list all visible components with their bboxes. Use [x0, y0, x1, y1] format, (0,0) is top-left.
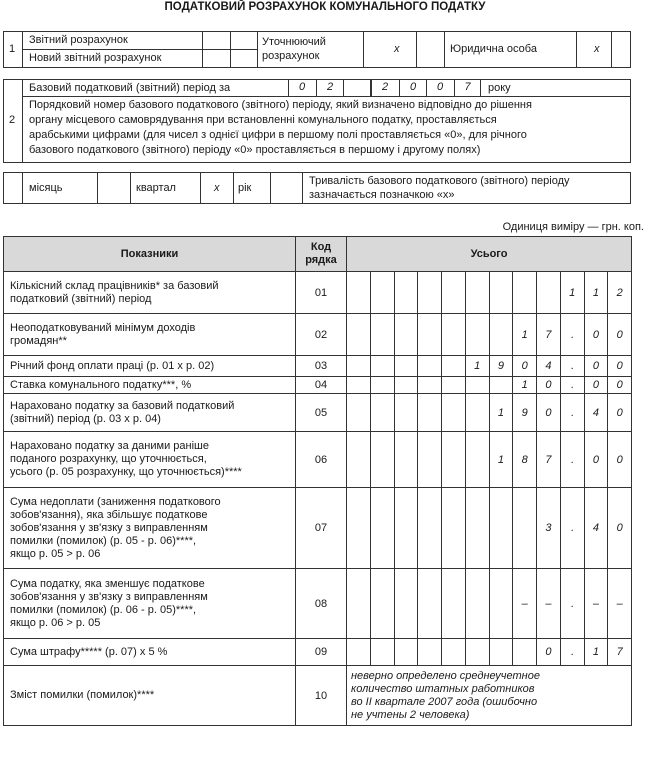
digit-cell[interactable]: 1 — [489, 394, 513, 432]
period-digit-box[interactable]: 2 — [316, 80, 343, 96]
digit-cell[interactable] — [489, 314, 513, 356]
header-code — [296, 237, 347, 272]
year-checkbox[interactable] — [270, 173, 271, 203]
digit-cell[interactable] — [394, 356, 418, 377]
row-code: 08 — [296, 569, 347, 639]
period-note-line-3: арабськими цифрами (для чисел з однієї цифри в першому полі проставляється «0», для річного — [29, 129, 527, 141]
digit-cell[interactable] — [394, 639, 418, 666]
digit-cell[interactable]: 4 — [537, 356, 561, 377]
digit-cell[interactable] — [394, 272, 418, 314]
section-1 — [3, 31, 631, 68]
row-label-line: податковий (звітний) період — [10, 292, 152, 305]
digit-cell[interactable]: 0 — [608, 356, 632, 377]
row-code: 03 — [296, 356, 347, 377]
digit-cell[interactable] — [465, 377, 489, 394]
digit-cell[interactable] — [442, 639, 466, 666]
digit-cell[interactable] — [465, 569, 489, 639]
row-label — [4, 394, 296, 432]
row-label-line: зобов'язання у зв'язку з виправленням — [10, 590, 208, 603]
report-checkbox[interactable] — [230, 32, 231, 67]
header-indicators: Показники — [4, 237, 296, 272]
digit-cell[interactable]: 0 — [584, 314, 608, 356]
period-digit-box[interactable]: 0 — [399, 80, 426, 96]
digit-cell[interactable] — [442, 394, 466, 432]
header-code-line-2: рядка — [305, 254, 337, 266]
row-label — [4, 272, 296, 314]
header-code-line-1: Код — [310, 241, 332, 253]
year-label: рік — [238, 182, 252, 194]
period-digit-box[interactable] — [343, 80, 371, 96]
digit-cell[interactable]: 1 — [513, 314, 537, 356]
digit-padding — [347, 639, 371, 666]
row-label-line: поданого розрахунку, що уточнюється, — [10, 453, 207, 465]
row-label — [4, 569, 296, 639]
digit-cell[interactable]: 0 — [537, 394, 561, 432]
digit-cell[interactable] — [394, 488, 418, 569]
digit-cell[interactable] — [418, 272, 442, 314]
row-label-line: якщо р. 06 > р. 05 — [10, 616, 101, 629]
row-label — [4, 377, 296, 394]
digit-cell[interactable] — [347, 272, 371, 314]
year-word: року — [488, 82, 511, 94]
digit-cell[interactable] — [442, 488, 466, 569]
digit-cell[interactable] — [465, 432, 489, 488]
digit-cell[interactable] — [394, 569, 418, 639]
digit-padding — [347, 569, 371, 639]
quarter-mark[interactable]: x — [214, 182, 220, 194]
section-2-number: 2 — [9, 114, 16, 126]
period-label: Базовий податковий (звітний) період за — [29, 82, 231, 94]
digit-padding — [347, 432, 371, 488]
clarifying-label-2: розрахунок — [262, 50, 320, 62]
digit-cell[interactable] — [370, 394, 394, 432]
decimal-point-cell: . — [560, 314, 584, 356]
digit-cell[interactable] — [465, 488, 489, 569]
digit-cell[interactable]: 3 — [537, 488, 561, 569]
digit-cell[interactable] — [442, 569, 466, 639]
digit-cell[interactable]: 0 — [608, 432, 632, 488]
decimal-point-cell: . — [560, 488, 584, 569]
decimal-point-cell: . — [560, 639, 584, 666]
row-label-line: помилки (помилок) (р. 06 - р. 05)****, — [10, 603, 197, 616]
row-label-line: Зміст помилки (помилок)**** — [10, 689, 155, 701]
digit-cell[interactable] — [489, 569, 513, 639]
digit-cell[interactable]: 7 — [537, 432, 561, 488]
decimal-point-cell: . — [560, 377, 584, 394]
digit-cell[interactable] — [370, 639, 394, 666]
digit-cell[interactable]: 7 — [608, 639, 632, 666]
row-label-line: Сума штрафу***** (р. 07) х 5 % — [10, 645, 168, 658]
digit-padding — [347, 377, 371, 394]
digit-padding — [347, 394, 371, 432]
row-label-line: Неоподатковуваний мінімум доходів — [10, 321, 196, 334]
row-label — [4, 314, 296, 356]
digit-cell[interactable] — [465, 272, 489, 314]
digit-cell[interactable] — [537, 272, 561, 314]
digit-cell[interactable] — [513, 272, 537, 314]
digit-cell[interactable]: 0 — [584, 377, 608, 394]
row-label-line: Сума податку, яка зменшує податкове — [10, 577, 205, 590]
digit-cell[interactable] — [370, 272, 394, 314]
digit-cell[interactable]: – — [537, 569, 561, 639]
digit-cell[interactable] — [489, 488, 513, 569]
row-label-line: Ставка комунального податку***, % — [10, 378, 192, 391]
digit-cell[interactable]: 4 — [584, 394, 608, 432]
period-note-line-1: Порядковий номер базового податкового (звітного) періоду, який визначено відповідно до рішення — [29, 99, 532, 111]
row-label-line: усього (р. 05 розрахунку, що уточнюється)**** — [10, 466, 242, 478]
table-row — [4, 488, 632, 569]
clarifying-label: Уточнюючий — [262, 36, 326, 48]
row-label-line: зобов'язання), яка збільшує податкове — [10, 508, 208, 521]
header-total: Усього — [347, 237, 632, 272]
form-title: ПОДАТКОВИЙ РОЗРАХУНОК КОМУНАЛЬНОГО ПОДАТКУ — [164, 1, 486, 13]
digit-cell[interactable]: 0 — [584, 432, 608, 488]
digit-cell[interactable]: – — [513, 569, 537, 639]
digit-cell[interactable]: 1 — [584, 639, 608, 666]
digit-cell[interactable] — [489, 272, 513, 314]
table-row — [4, 377, 632, 394]
period-digit-box[interactable]: 7 — [454, 80, 481, 96]
digit-cell[interactable] — [370, 356, 394, 377]
digit-cell[interactable] — [394, 377, 418, 394]
row-label — [4, 356, 296, 377]
unit-of-measure: Одиниця виміру — грн. коп. — [502, 221, 644, 233]
error-description-line: неверно определено среднеучетное — [351, 669, 540, 682]
table-row — [4, 666, 632, 726]
digit-cell[interactable] — [465, 639, 489, 666]
digit-cell[interactable] — [442, 432, 466, 488]
digit-cell[interactable] — [418, 314, 442, 356]
digit-cell[interactable] — [489, 377, 513, 394]
digit-cell[interactable] — [489, 639, 513, 666]
digit-cell[interactable] — [418, 377, 442, 394]
digit-cell[interactable] — [513, 488, 537, 569]
row-label — [4, 666, 296, 726]
digit-cell[interactable] — [442, 356, 466, 377]
row-label-line: помилки (помилок) (р. 05 - р. 06)****, — [10, 534, 197, 547]
new-report-label: Новий звітний розрахунок — [29, 52, 162, 64]
row-label-line: Кількісний склад працівників* за базовий — [10, 279, 219, 292]
section-2 — [3, 79, 631, 163]
error-description-line: количество штатных работников — [351, 682, 535, 695]
digit-cell[interactable]: 0 — [584, 356, 608, 377]
digit-cell[interactable] — [370, 569, 394, 639]
digit-cell[interactable] — [394, 394, 418, 432]
digit-cell[interactable] — [370, 488, 394, 569]
table-row — [4, 639, 632, 666]
digit-cell[interactable] — [418, 356, 442, 377]
row-label-line: громадян** — [10, 334, 67, 347]
error-description[interactable] — [347, 666, 632, 726]
digit-cell[interactable]: 1 — [465, 356, 489, 377]
digit-cell[interactable] — [442, 314, 466, 356]
period-digit-box[interactable]: 2 — [371, 80, 398, 96]
digit-cell[interactable]: – — [608, 569, 632, 639]
period-note-line-4: базового податкового (звітного) періоду «0» проставляється в першому і другому полях) — [29, 144, 481, 156]
digit-cell[interactable]: 0 — [608, 488, 632, 569]
decimal-point-cell: . — [560, 569, 584, 639]
report-type-label: Звітний розрахунок — [29, 34, 128, 46]
clarifying-mark[interactable]: x — [394, 43, 400, 55]
digit-cell[interactable]: 9 — [489, 356, 513, 377]
row-code: 09 — [296, 639, 347, 666]
table-row — [4, 272, 632, 314]
error-description-line: не учтены 2 человека) — [351, 708, 470, 721]
period-digit-box[interactable]: 0 — [426, 80, 453, 96]
digit-cell[interactable]: 8 — [513, 432, 537, 488]
row-code: 02 — [296, 314, 347, 356]
digit-cell[interactable]: 4 — [584, 488, 608, 569]
quarter-label: квартал — [136, 182, 176, 194]
error-description-line: во II квартале 2007 года (ошибочно — [351, 695, 538, 708]
section-3 — [3, 172, 631, 204]
digit-cell[interactable]: 0 — [537, 377, 561, 394]
digit-cell[interactable]: 0 — [608, 394, 632, 432]
digit-padding — [347, 314, 371, 356]
section-1-number: 1 — [9, 43, 16, 55]
decimal-point-cell: . — [560, 394, 584, 432]
period-digit-box[interactable]: 0 — [288, 80, 315, 96]
row-label-line: Нараховано податку за базовий податковий — [10, 399, 235, 412]
digit-cell[interactable]: 1 — [489, 432, 513, 488]
digit-cell[interactable] — [370, 314, 394, 356]
digit-cell[interactable] — [394, 432, 418, 488]
digit-padding — [347, 356, 371, 377]
digit-cell[interactable] — [418, 488, 442, 569]
digit-cell[interactable]: 2 — [608, 272, 632, 314]
digit-cell[interactable]: – — [584, 569, 608, 639]
row-label — [4, 639, 296, 666]
row-label-line: Річний фонд оплати праці (р. 01 х р. 02) — [10, 359, 215, 372]
row-label — [4, 432, 296, 488]
digit-cell[interactable] — [442, 377, 466, 394]
row-label-line: зобов'язання у зв'язку з виправленням — [10, 521, 208, 534]
decimal-point-cell: . — [560, 356, 584, 377]
duration-note-line-2: зазначається позначкою «x» — [309, 189, 455, 201]
row-code: 07 — [296, 488, 347, 569]
digit-cell[interactable]: 0 — [608, 314, 632, 356]
table-row — [4, 314, 632, 356]
digit-cell[interactable] — [370, 377, 394, 394]
row-label-line: якщо р. 05 > р. 06 — [10, 547, 101, 560]
digit-cell[interactable] — [418, 432, 442, 488]
row-code: 10 — [296, 666, 347, 726]
digit-cell[interactable] — [418, 394, 442, 432]
row-label-line: (звітний) період (р. 03 х р. 04) — [10, 412, 161, 425]
indicators-table — [3, 236, 632, 726]
digit-cell[interactable] — [442, 272, 466, 314]
digit-cell[interactable] — [418, 639, 442, 666]
digit-cell[interactable]: 0 — [513, 356, 537, 377]
table-row — [4, 356, 632, 377]
month-label: місяць — [29, 182, 63, 194]
legal-entity-label: Юридична особа — [450, 43, 537, 55]
digit-cell[interactable]: 0 — [608, 377, 632, 394]
row-label — [4, 488, 296, 569]
digit-cell[interactable] — [370, 432, 394, 488]
month-checkbox[interactable] — [97, 173, 98, 203]
digit-cell[interactable]: 7 — [537, 314, 561, 356]
digit-cell[interactable] — [465, 394, 489, 432]
digit-cell[interactable]: 1 — [584, 272, 608, 314]
duration-note-line-1: Тривалість базового податкового (звітного) періоду — [309, 175, 570, 187]
table-row — [4, 394, 632, 432]
digit-padding — [347, 488, 371, 569]
row-code: 06 — [296, 432, 347, 488]
digit-cell[interactable]: 0 — [537, 639, 561, 666]
digit-cell[interactable] — [418, 569, 442, 639]
digit-cell[interactable]: 1 — [560, 272, 584, 314]
decimal-point-cell: . — [560, 432, 584, 488]
table-row — [4, 432, 632, 488]
row-code: 05 — [296, 394, 347, 432]
digit-cell[interactable] — [513, 639, 537, 666]
period-note-line-2: органу місцевого самоврядування при встановленні комунального податку, проставляється — [29, 114, 497, 126]
row-code: 01 — [296, 272, 347, 314]
digit-cell[interactable] — [465, 314, 489, 356]
row-code: 04 — [296, 377, 347, 394]
digit-cell[interactable]: 1 — [513, 377, 537, 394]
row-label-line: Сума недоплати (заниження податкового — [10, 495, 221, 508]
row-label-line: Нараховано податку за даними раніше — [10, 440, 209, 452]
table-row — [4, 569, 632, 639]
digit-cell[interactable] — [394, 314, 418, 356]
legal-entity-mark[interactable]: x — [594, 43, 600, 55]
digit-cell[interactable]: 9 — [513, 394, 537, 432]
